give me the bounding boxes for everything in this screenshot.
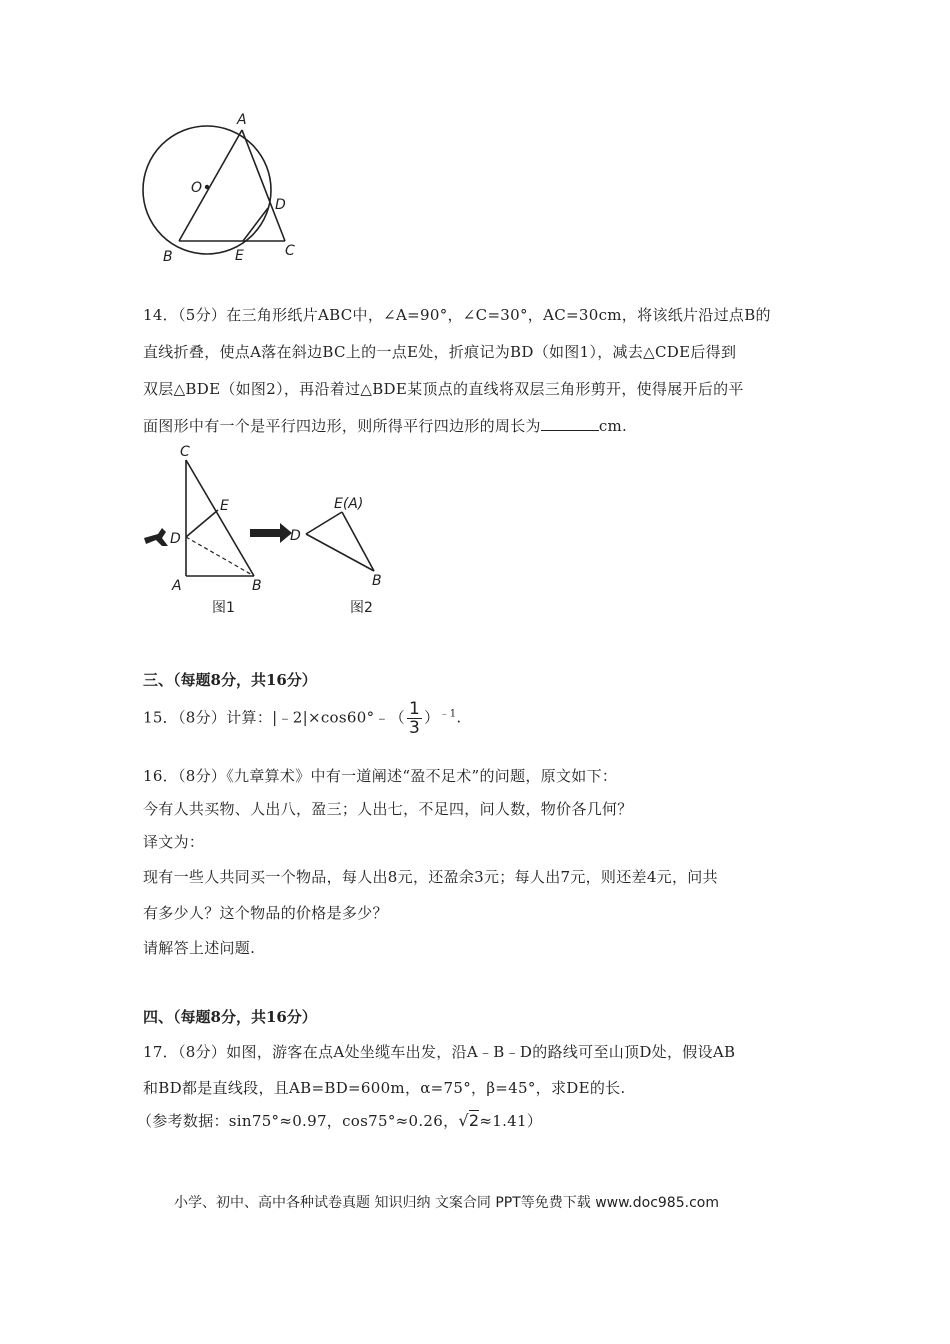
circle-o xyxy=(143,126,271,254)
q14-line1: 14．（5分）在三角形纸片ABC中，∠A=90°，∠C=30°，AC=30cm，将该纸片沿过点B的 xyxy=(143,306,771,324)
segment-ac xyxy=(242,130,285,241)
q15-exponent: ﹣1 xyxy=(439,708,457,720)
q15-close: ） xyxy=(424,708,440,727)
fold-figure xyxy=(138,438,398,623)
q16-line6: 请解答上述问题. xyxy=(143,939,256,957)
fig2-label-b: B xyxy=(372,573,382,589)
fraction-denominator: 3 xyxy=(408,718,421,738)
fig1-cb xyxy=(186,460,254,576)
fig1-caption: 图1 xyxy=(212,600,235,616)
q17-line2: 和BD都是直线段，且AB=BD=600m，α=75°，β=45°，求DE的长. xyxy=(143,1079,626,1097)
answer-blank xyxy=(541,416,599,431)
fig2-de xyxy=(306,512,342,534)
q16-line1: 16．（8分）《九章算术》中有一道阐述“盈不足术”的问题，原文如下： xyxy=(143,767,618,785)
q16-line5: 有多少人？这个物品的价格是多少？ xyxy=(143,904,388,922)
fig2-caption: 图2 xyxy=(350,600,373,616)
q17-ref-text: （参考数据：sin75°≈0.97，cos75°≈0.26， xyxy=(137,1112,459,1130)
fig1-db-fold xyxy=(186,537,254,576)
segment-ab xyxy=(179,130,242,241)
sqrt-value: 2 xyxy=(468,1111,480,1130)
fig1-label-a: A xyxy=(172,578,182,594)
sqrt-expression xyxy=(458,1112,479,1130)
label-e: E xyxy=(235,248,244,264)
label-b: B xyxy=(163,249,173,265)
segment-de xyxy=(243,208,268,241)
label-o: O xyxy=(191,180,203,196)
fig2-label-ea: E(A) xyxy=(334,496,364,512)
q17-line1: 17．（8分）如图，游客在点A处坐缆车出发，沿A﹣B﹣D的路线可至山顶D处，假设AB xyxy=(143,1043,736,1061)
q16-line4: 现有一些人共同买一个物品，每人出8元，还盈余3元；每人出7元，则还差4元，问共 xyxy=(143,868,718,886)
section3-heading: 三、（每题8分，共16分） xyxy=(143,671,317,689)
fig1-label-e: E xyxy=(220,498,229,514)
q15-line xyxy=(143,700,461,737)
center-point xyxy=(205,185,209,189)
q16-line2: 今有人共买物、人出八，盈三；人出七，不足四，问人数，物价各几何？ xyxy=(143,800,633,818)
fig1-de xyxy=(186,510,218,537)
fig2-label-d: D xyxy=(290,528,301,544)
q15-end: . xyxy=(456,708,462,727)
sqrt-sign: √ xyxy=(458,1111,469,1130)
q14-line2: 直线折叠，使点A落在斜边BC上的一点E处，折痕记为BD（如图1），减去△CDE后得到 xyxy=(143,343,737,361)
q16-line3: 译文为： xyxy=(143,833,205,851)
q14-line4 xyxy=(143,415,627,436)
q14-line3: 双层△BDE（如图2），再沿着过△BDE某顶点的直线将双层三角形剪开，使得展开后的平 xyxy=(143,380,744,398)
label-a: A xyxy=(237,112,247,128)
footer-text: 小学、初中、高中各种试卷真题 知识归纳 文案合同 PPT等免费下载 www.doc985.com xyxy=(174,1195,719,1211)
q17-ref-end: ≈1.41） xyxy=(479,1112,543,1130)
q15-text: 15．（8分）计算：|﹣2|×cos60°﹣（ xyxy=(143,708,405,727)
section4-heading: 四、（每题8分，共16分） xyxy=(143,1008,317,1026)
q14-line4-unit: cm. xyxy=(598,417,628,435)
fraction xyxy=(407,700,422,737)
q17-reference xyxy=(137,1110,542,1131)
label-c: C xyxy=(285,243,295,259)
circle-figure xyxy=(135,108,315,268)
fig1-label-b: B xyxy=(252,578,262,594)
arrow-icon xyxy=(250,523,292,543)
fig1-label-c: C xyxy=(180,444,190,460)
scissors-icon xyxy=(144,528,168,546)
fraction-numerator: 1 xyxy=(408,699,421,719)
q14-line4-text: 面图形中有一个是平行四边形，则所得平行四边形的周长为 xyxy=(143,417,541,435)
fig1-label-d: D xyxy=(170,531,181,547)
label-d: D xyxy=(275,197,286,213)
